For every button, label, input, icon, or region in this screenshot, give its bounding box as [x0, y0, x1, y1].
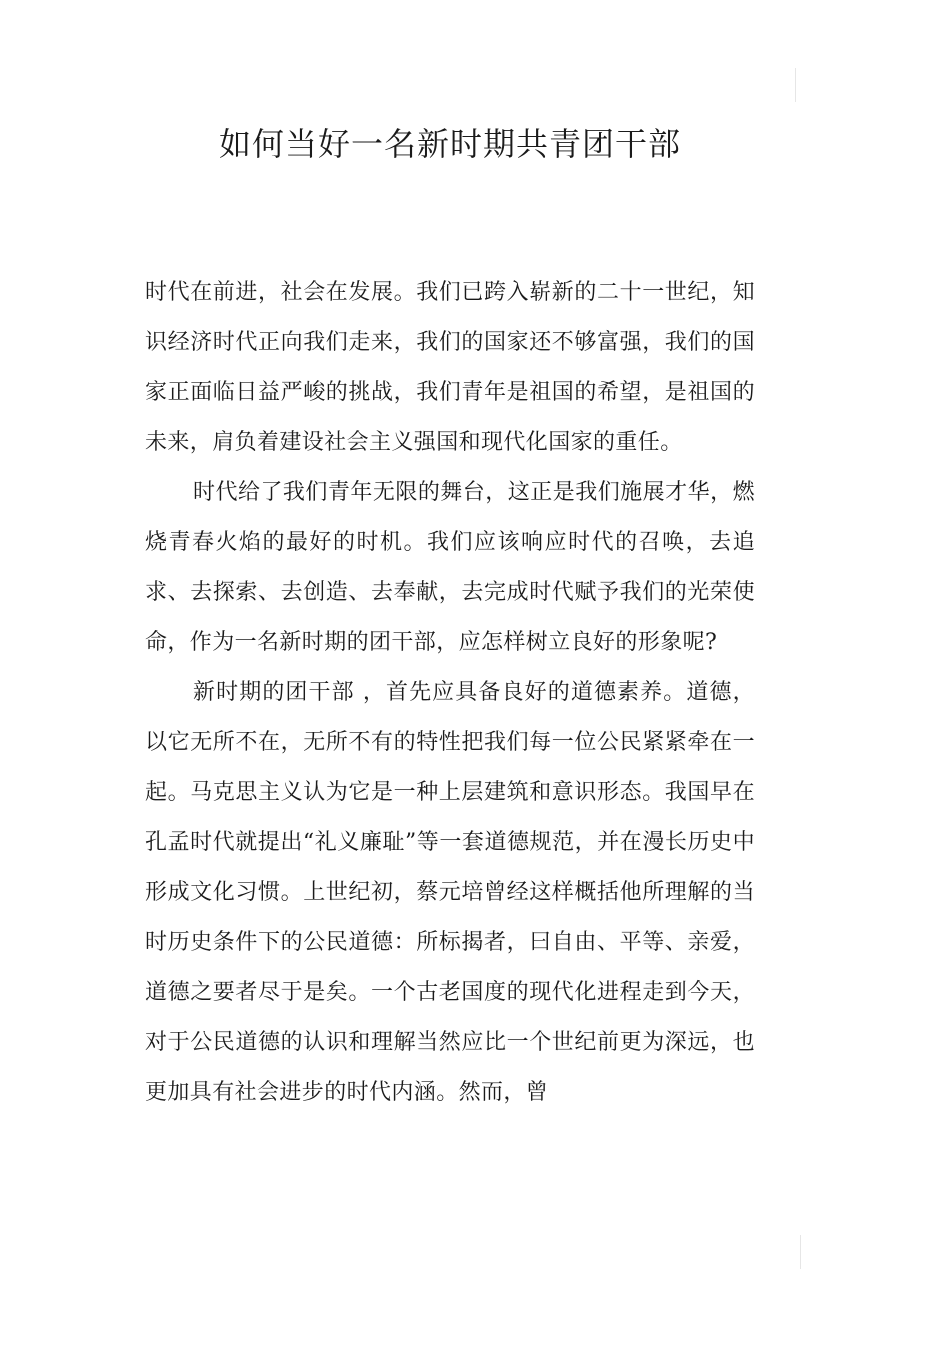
paragraph-2: 时代给了我们青年无限的舞台，这正是我们施展才华，燃烧青春火焰的最好的时机。我们应该响应时代的召唤，去追求、去探索、去创造、去奉献，去完成时代赋予我们的光荣使命，作为一名新时期的团干部，应怎样树立良好的形象呢? — [145, 480, 755, 655]
paragraph-3: 新时期的团干部 ，首先应具备良好的道德素养。道德，以它无所不在，无所不有的特性把我们每一位公民紧紧牵在一起。马克思主义认为它是一种上层建筑和意识形态。我国早在孔孟时代就提出“礼义廉耻”等一套道德规范，并在漫长历史中形成文化习惯。上世纪初，蔡元培曾经这样概括他所理解的当时历史条件下的公民道德：所标揭者，曰自由、平等、亲爱，道德之要者尽于是矣。一个古老国度的现代化进程走到今天，对于公民道德的认识和理解当然应比一个世纪前更为深远，也更加具有社会进步的时代内涵。然而，曾 — [145, 680, 755, 1105]
page-edge-mark — [795, 68, 796, 102]
document-body — [145, 268, 755, 1118]
paragraph-1: 时代在前进，社会在发展。我们已跨入崭新的二十一世纪，知识经济时代正向我们走来，我们的国家还不够富强，我们的国家正面临日益严峻的挑战，我们青年是祖国的希望，是祖国的未来，肩负着建设社会主义强国和现代化国家的重任。 — [145, 280, 755, 455]
page-edge-mark — [800, 1235, 801, 1269]
document-title: 如何当好一名新时期共青团干部 — [218, 125, 681, 163]
